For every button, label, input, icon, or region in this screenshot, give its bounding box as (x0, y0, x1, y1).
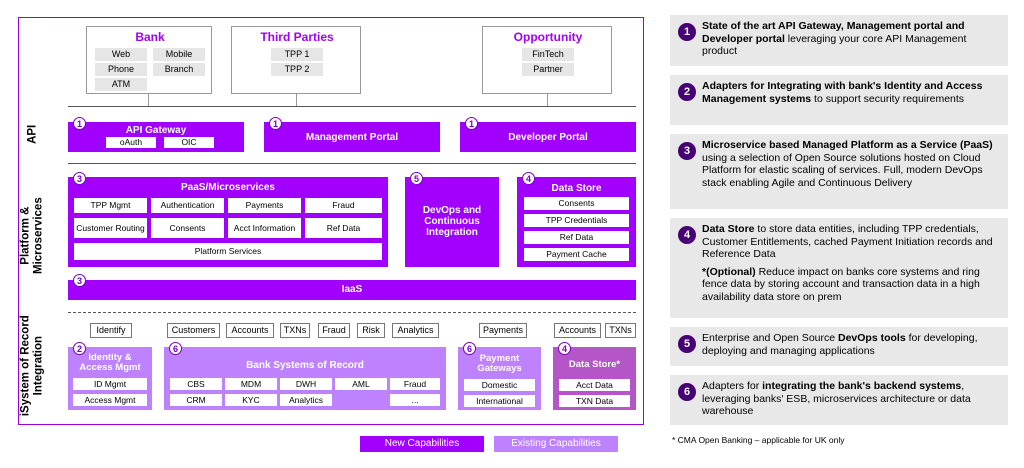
layer-divider (68, 163, 636, 164)
note-item (670, 15, 1008, 66)
payment-gw-item: Domestic (464, 379, 535, 391)
ext-system-tag: Payments (479, 323, 527, 338)
identity-item: Access Mgmt (73, 394, 147, 406)
number-badge: 2 (678, 83, 696, 101)
note-bold: *(Optional) (702, 265, 756, 278)
iaas-title: IaaS (341, 284, 363, 295)
payment-gateways-box (458, 344, 541, 410)
ext-system-tag: Accounts (554, 323, 601, 338)
note-bold: DevOps tools (838, 332, 906, 344)
bank-system-item: KYC (225, 394, 277, 406)
api-gateway-item: OIC (164, 137, 214, 148)
layer-label-sor: iSystem of Record Integration (19, 315, 44, 417)
bank-system-item: Analytics (280, 394, 332, 406)
note-text: to support security requirements (811, 92, 965, 105)
identity-access-box (68, 344, 152, 410)
note-text: Adapters for (702, 380, 763, 392)
paas-item: Payments (228, 198, 301, 213)
api-gateway-title: API Gateway (125, 125, 187, 136)
number-badge: 1 (678, 23, 696, 41)
number-badge: 6 (169, 342, 182, 355)
channel-third-title: Third Parties (260, 30, 334, 44)
note-text: for developing, deploying and managing applications (702, 332, 978, 357)
identity-title: Identity & Access Mgmt (79, 352, 141, 374)
paas-item: Consents (151, 218, 224, 238)
devops-title: DevOps and Continuous Integration (422, 205, 482, 238)
number-badge: 5 (410, 172, 423, 185)
legend-new-capabilities: New Capabilities (360, 436, 484, 452)
channel-item: Branch (153, 63, 205, 76)
bank-systems-title: Bank Systems of Record (246, 360, 364, 371)
payment-gateways-title: Payment Gateways (477, 353, 522, 375)
number-badge: 3 (73, 172, 86, 185)
channel-item: Partner (522, 63, 574, 76)
number-badge: 3 (73, 274, 86, 287)
number-badge: 1 (465, 117, 478, 130)
datastore-item: Payment Cache (524, 248, 629, 261)
channel-item: Mobile (153, 48, 205, 61)
datastore-item: Ref Data (524, 231, 629, 244)
channel-item: Web (95, 48, 147, 61)
developer-portal-box (460, 119, 636, 152)
identity-item: ID Mgmt (73, 378, 147, 390)
number-badge: 2 (73, 342, 86, 355)
number-badge: 1 (73, 117, 86, 130)
note-item (670, 327, 1008, 366)
footnote: * CMA Open Banking – applicable for UK only (672, 435, 845, 445)
legend-existing-capabilities: Existing Capabilities (494, 436, 618, 452)
number-badge: 1 (269, 117, 282, 130)
note-item (670, 375, 1008, 425)
note-item (670, 134, 1008, 209)
ext-system-tag: Accounts (226, 323, 274, 338)
bank-systems-box (164, 344, 446, 410)
api-gateway-item: oAuth (106, 137, 156, 148)
bank-system-item: AML (335, 378, 387, 390)
payment-gw-item: International (464, 395, 535, 407)
layer-label-api: API (26, 124, 39, 144)
layer-divider (68, 106, 636, 107)
channel-bank (86, 26, 212, 94)
layer-divider (68, 312, 636, 313)
number-badge: 4 (558, 342, 571, 355)
note-item (670, 75, 1008, 125)
number-badge: 4 (522, 172, 535, 185)
channel-bank-title: Bank (135, 30, 165, 44)
note-bold: Adapters for Integrating with bank's Identity and Access Management systems (702, 80, 983, 105)
note-text: Reduce impact on banks core systems and ring fence data by storing account and transaction data in a high availability data store on prem (702, 265, 980, 303)
datastore-item: Consents (524, 197, 629, 210)
note-bold: Data Store (702, 223, 755, 235)
channel-item: TPP 1 (271, 48, 323, 61)
bank-system-item: ... (390, 394, 440, 406)
paas-box (68, 174, 388, 267)
channel-item: Phone (95, 63, 147, 76)
bank-system-item: Fraud (390, 378, 440, 390)
note-optional (702, 266, 1002, 304)
ext-system-tag: Customers (167, 323, 220, 338)
note-text: Enterprise and Open Source (702, 332, 838, 344)
note-item (670, 218, 1008, 318)
ext-system-tag: Fraud (318, 323, 350, 338)
paas-item: Authentication (151, 198, 224, 213)
note-text: using a selection of Open Source solutions hosted on Cloud Platform for elastic scaling of services. Full, modern DevOps stack enabling Agile and Continuous Delivery (702, 151, 983, 189)
paas-item: TPP Mgmt (74, 198, 147, 213)
paas-item: Acct Information (228, 218, 301, 238)
developer-portal-title: Developer Portal (508, 132, 588, 143)
channel-item: ATM (95, 78, 147, 91)
paas-item: Customer Routing (74, 218, 147, 238)
note-bold: Microservice based Managed Platform as a Service (PaaS) (702, 139, 993, 151)
channel-third-parties (231, 26, 361, 94)
connector (547, 94, 548, 106)
note-bold: State of the art API Gateway, Management portal and Developer portal (702, 20, 965, 45)
ext-system-tag: Identify (90, 323, 132, 338)
channel-opportunity (482, 26, 612, 94)
bank-system-item: CRM (170, 394, 222, 406)
platform-services: Platform Services (74, 243, 382, 260)
datastore-box (517, 174, 636, 267)
datastore-optional-title: Data Store* (568, 359, 621, 370)
number-badge: 6 (678, 383, 696, 401)
paas-item: Fraud (305, 198, 382, 213)
datastore-title: Data Store (551, 183, 602, 194)
management-portal-box (264, 119, 440, 152)
bank-system-item: DWH (280, 378, 332, 390)
iaas-box (68, 276, 636, 300)
channel-item: FinTech (522, 48, 574, 61)
channel-item: TPP 2 (271, 63, 323, 76)
api-gateway-box (68, 119, 244, 152)
channel-opp-title: Opportunity (513, 30, 583, 44)
datastore-optional-item: TXN Data (559, 395, 630, 407)
ext-system-tag: Analytics (392, 323, 439, 338)
bank-system-item: CBS (170, 378, 222, 390)
connector (148, 94, 149, 106)
datastore-optional-box (553, 344, 636, 410)
number-badge: 4 (678, 226, 696, 244)
note-text: , leveraging banks' ESB, microservices architecture or data warehouse (702, 380, 971, 418)
ext-system-tag: TXNs (605, 323, 636, 338)
number-badge: 3 (678, 142, 696, 160)
note-bold: integrating the bank's backend systems (762, 380, 962, 392)
ext-system-tag: TXNs (280, 323, 310, 338)
layer-label-platform: Platform & Microservices (19, 197, 44, 274)
paas-item: Ref Data (305, 218, 382, 238)
note-text: to store data entities, including TPP credentials, Customer Entitlements, cached Payment Initiation records and Reference Data (702, 223, 993, 261)
number-badge: 6 (463, 342, 476, 355)
connector (296, 94, 297, 106)
number-badge: 5 (678, 335, 696, 353)
ext-system-tag: Risk (357, 323, 385, 338)
management-portal-title: Management Portal (305, 132, 399, 143)
bank-system-item: MDM (225, 378, 277, 390)
datastore-optional-item: Acct Data (559, 379, 630, 391)
devops-box (405, 174, 499, 267)
note-text: leveraging your core API Management product (702, 32, 967, 58)
paas-title: PaaS/Microservices (181, 182, 275, 193)
datastore-item: TPP Credentials (524, 214, 629, 227)
